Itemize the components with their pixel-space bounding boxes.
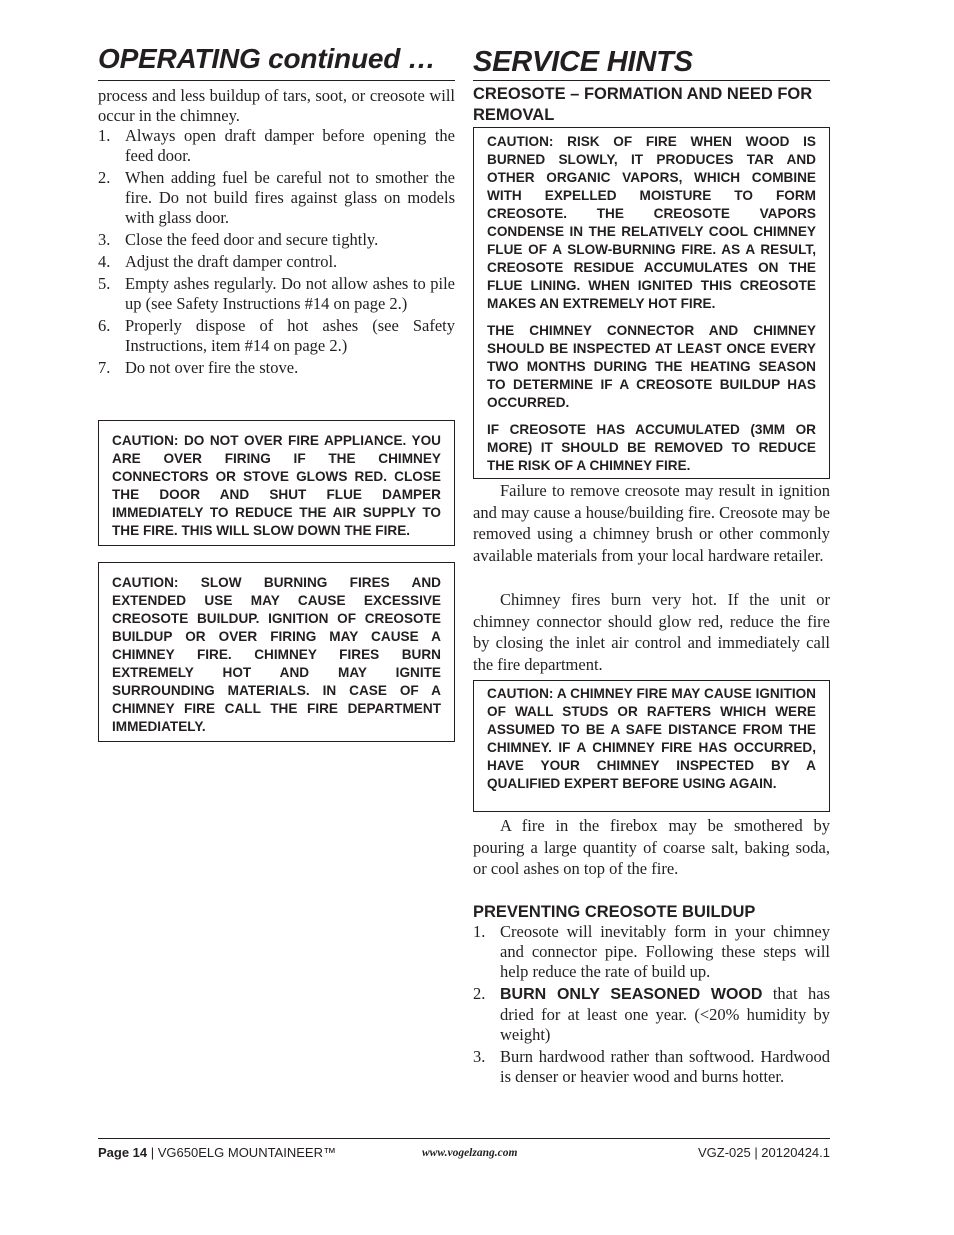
left-heading: OPERATING continued … [98, 43, 436, 74]
left-heading-rule [98, 80, 455, 81]
creosote-subheading: CREOSOTE – FORMATION AND NEED FOR REMOVAL [473, 85, 813, 124]
caution-over-fire-box [98, 420, 455, 546]
right-heading-rule [473, 80, 830, 81]
caution-text: CAUTION: RISK OF FIRE WHEN WOOD IS BURNED SLOWLY, IT PRODUCES TAR AND OTHER ORGANIC VAPORS, WHICH COMBINE WITH EXPELLED MOISTURE TO FORM CREOSOTE. THE CREOSOTE VAPORS CONDENSE IN THE RELATIVELY COOL CHIMNEY FLUE OF A SLOW-BURNING FIRE. AS A RESULT, CREOSOTE RESIDUE ACCUMULATES ON THE FLUE LINING. WHEN IGNITED THIS CREOSOTE MAKES AN EXTREMELY HOT FIRE. [487, 134, 816, 311]
caution-text: THE CHIMNEY CONNECTOR AND CHIMNEY SHOULD BE INSPECTED AT LEAST ONCE EVERY TWO MONTHS DURING THE HEATING SEASON TO DETERMINE IF A CREOSOTE BUILDUP HAS OCCURRED. [487, 323, 816, 410]
prevent-subheading: PREVENTING CREOSOTE BUILDUP [473, 903, 756, 921]
list-item [98, 274, 455, 314]
page-number: Page 14 [98, 1145, 148, 1160]
list-item [98, 358, 455, 378]
left-intro: process and less buildup of tars, soot, or creosote will occur in the chimney. [98, 86, 455, 125]
list-item [98, 126, 455, 166]
step-number: 4. [98, 252, 111, 271]
list-item [98, 168, 455, 228]
list-item [98, 316, 455, 356]
caution-creosote-box [473, 127, 830, 479]
list-item [473, 984, 830, 1045]
step-text: that has dried for at least one year. (<20% humidity by weight) [500, 984, 830, 1044]
list-item [473, 922, 830, 982]
chimney-fire-paragraph: Chimney fires burn very hot. If the unit or chimney connector should glow red, reduce the fire by closing the inlet air control and immediately call the fire department. [473, 590, 830, 674]
operating-steps [98, 126, 455, 380]
step-text: Close the feed door and secure tightly. [125, 230, 379, 249]
caution-text: CAUTION: SLOW BURNING FIRES AND EXTENDED USE MAY CAUSE EXCESSIVE CREOSOTE BUILDUP. IGNITION OF CREOSOTE BUILDUP OR OVER FIRING MAY CAUSE A CHIMNEY FIRE. CHIMNEY FIRES BURN EXTREMELY HOT AND MAY IGNITE SURROUNDING MATERIALS. IN CASE OF A CHIMNEY FIRE CALL THE FIRE DEPARTMENT IMMEDIATELY. [112, 575, 441, 734]
step-number: 6. [98, 316, 111, 335]
step-number: 2. [98, 168, 111, 187]
caution-text: CAUTION: DO NOT OVER FIRE APPLIANCE. YOU ARE OVER FIRING IF THE CHIMNEY CONNECTORS OR STOVE GLOWS RED. CLOSE THE DOOR AND SHUT FLUE DAMPER IMMEDIATELY TO REDUCE THE AIR SUPPLY TO THE FIRE. THIS WILL SLOW DOWN THE FIRE. [112, 433, 441, 538]
step-text: When adding fuel be careful not to smother the fire. Do not build fires against glass on models with glass door. [125, 168, 455, 227]
step-text: Properly dispose of hot ashes (see Safety Instructions, item #14 on page 2.) [125, 316, 455, 355]
step-text: Burn hardwood rather than softwood. Hardwood is denser or heavier wood and burns hotter. [500, 1047, 830, 1086]
step-text: Empty ashes regularly. Do not allow ashes to pile up (see Safety Instructions #14 on page 2.) [125, 274, 455, 313]
step-number: 5. [98, 274, 111, 293]
step-number: 1. [98, 126, 111, 145]
right-heading: SERVICE HINTS [473, 46, 693, 78]
caution-text: IF CREOSOTE HAS ACCUMULATED (3MM OR MORE) IT SHOULD BE REMOVED TO REDUCE THE RISK OF A CHIMNEY FIRE. [487, 422, 816, 473]
step-number: 1. [473, 922, 486, 941]
caution-chimney-fire-box [473, 680, 830, 812]
caution-text: CAUTION: A CHIMNEY FIRE MAY CAUSE IGNITION OF WALL STUDS OR RAFTERS WHICH WERE ASSUMED TO BE A SAFE DISTANCE FROM THE CHIMNEY. IF A CHIMNEY FIRE HAS OCCURRED, HAVE YOUR CHIMNEY INSPECTED BY A QUALIFIED EXPERT BEFORE USING AGAIN. [487, 686, 816, 791]
step-text: Always open draft damper before opening the feed door. [125, 126, 455, 165]
step-number: 3. [98, 230, 111, 249]
step-bold-text: BURN ONLY SEASONED WOOD [500, 986, 763, 1003]
footer-rule [98, 1138, 830, 1139]
step-text: Do not over fire the stove. [125, 358, 299, 377]
footer-doc-id: VGZ-025 | 20120424.1 [697, 1145, 830, 1160]
footer-separator: | [147, 1145, 158, 1160]
model-name: VG650ELG MOUNTAINEER™ [157, 1145, 336, 1160]
step-number: 7. [98, 358, 111, 377]
step-text: Adjust the draft damper control. [125, 252, 338, 271]
smother-paragraph: A fire in the firebox may be smothered by pouring a large quantity of coarse salt, baking soda, or cool ashes on top of the fire. [473, 816, 830, 879]
removal-paragraph: Failure to remove creosote may result in ignition and may cause a house/building fire. Creosote may be removed using a chimney brush or other commonly available materials from your local hardware retailer. [473, 481, 830, 565]
step-number: 2. [473, 984, 486, 1003]
list-item [473, 1047, 830, 1087]
step-number: 3. [473, 1047, 486, 1066]
footer-left [98, 1145, 336, 1160]
caution-slow-burning-box [98, 562, 455, 742]
step-text: Creosote will inevitably form in your chimney and connector pipe. Following these steps will help reduce the rate of build up. [500, 922, 830, 981]
footer-url: www.vogelzang.com [422, 1147, 518, 1159]
list-item [98, 230, 455, 250]
list-item [98, 252, 455, 272]
prevent-steps [473, 922, 830, 1089]
